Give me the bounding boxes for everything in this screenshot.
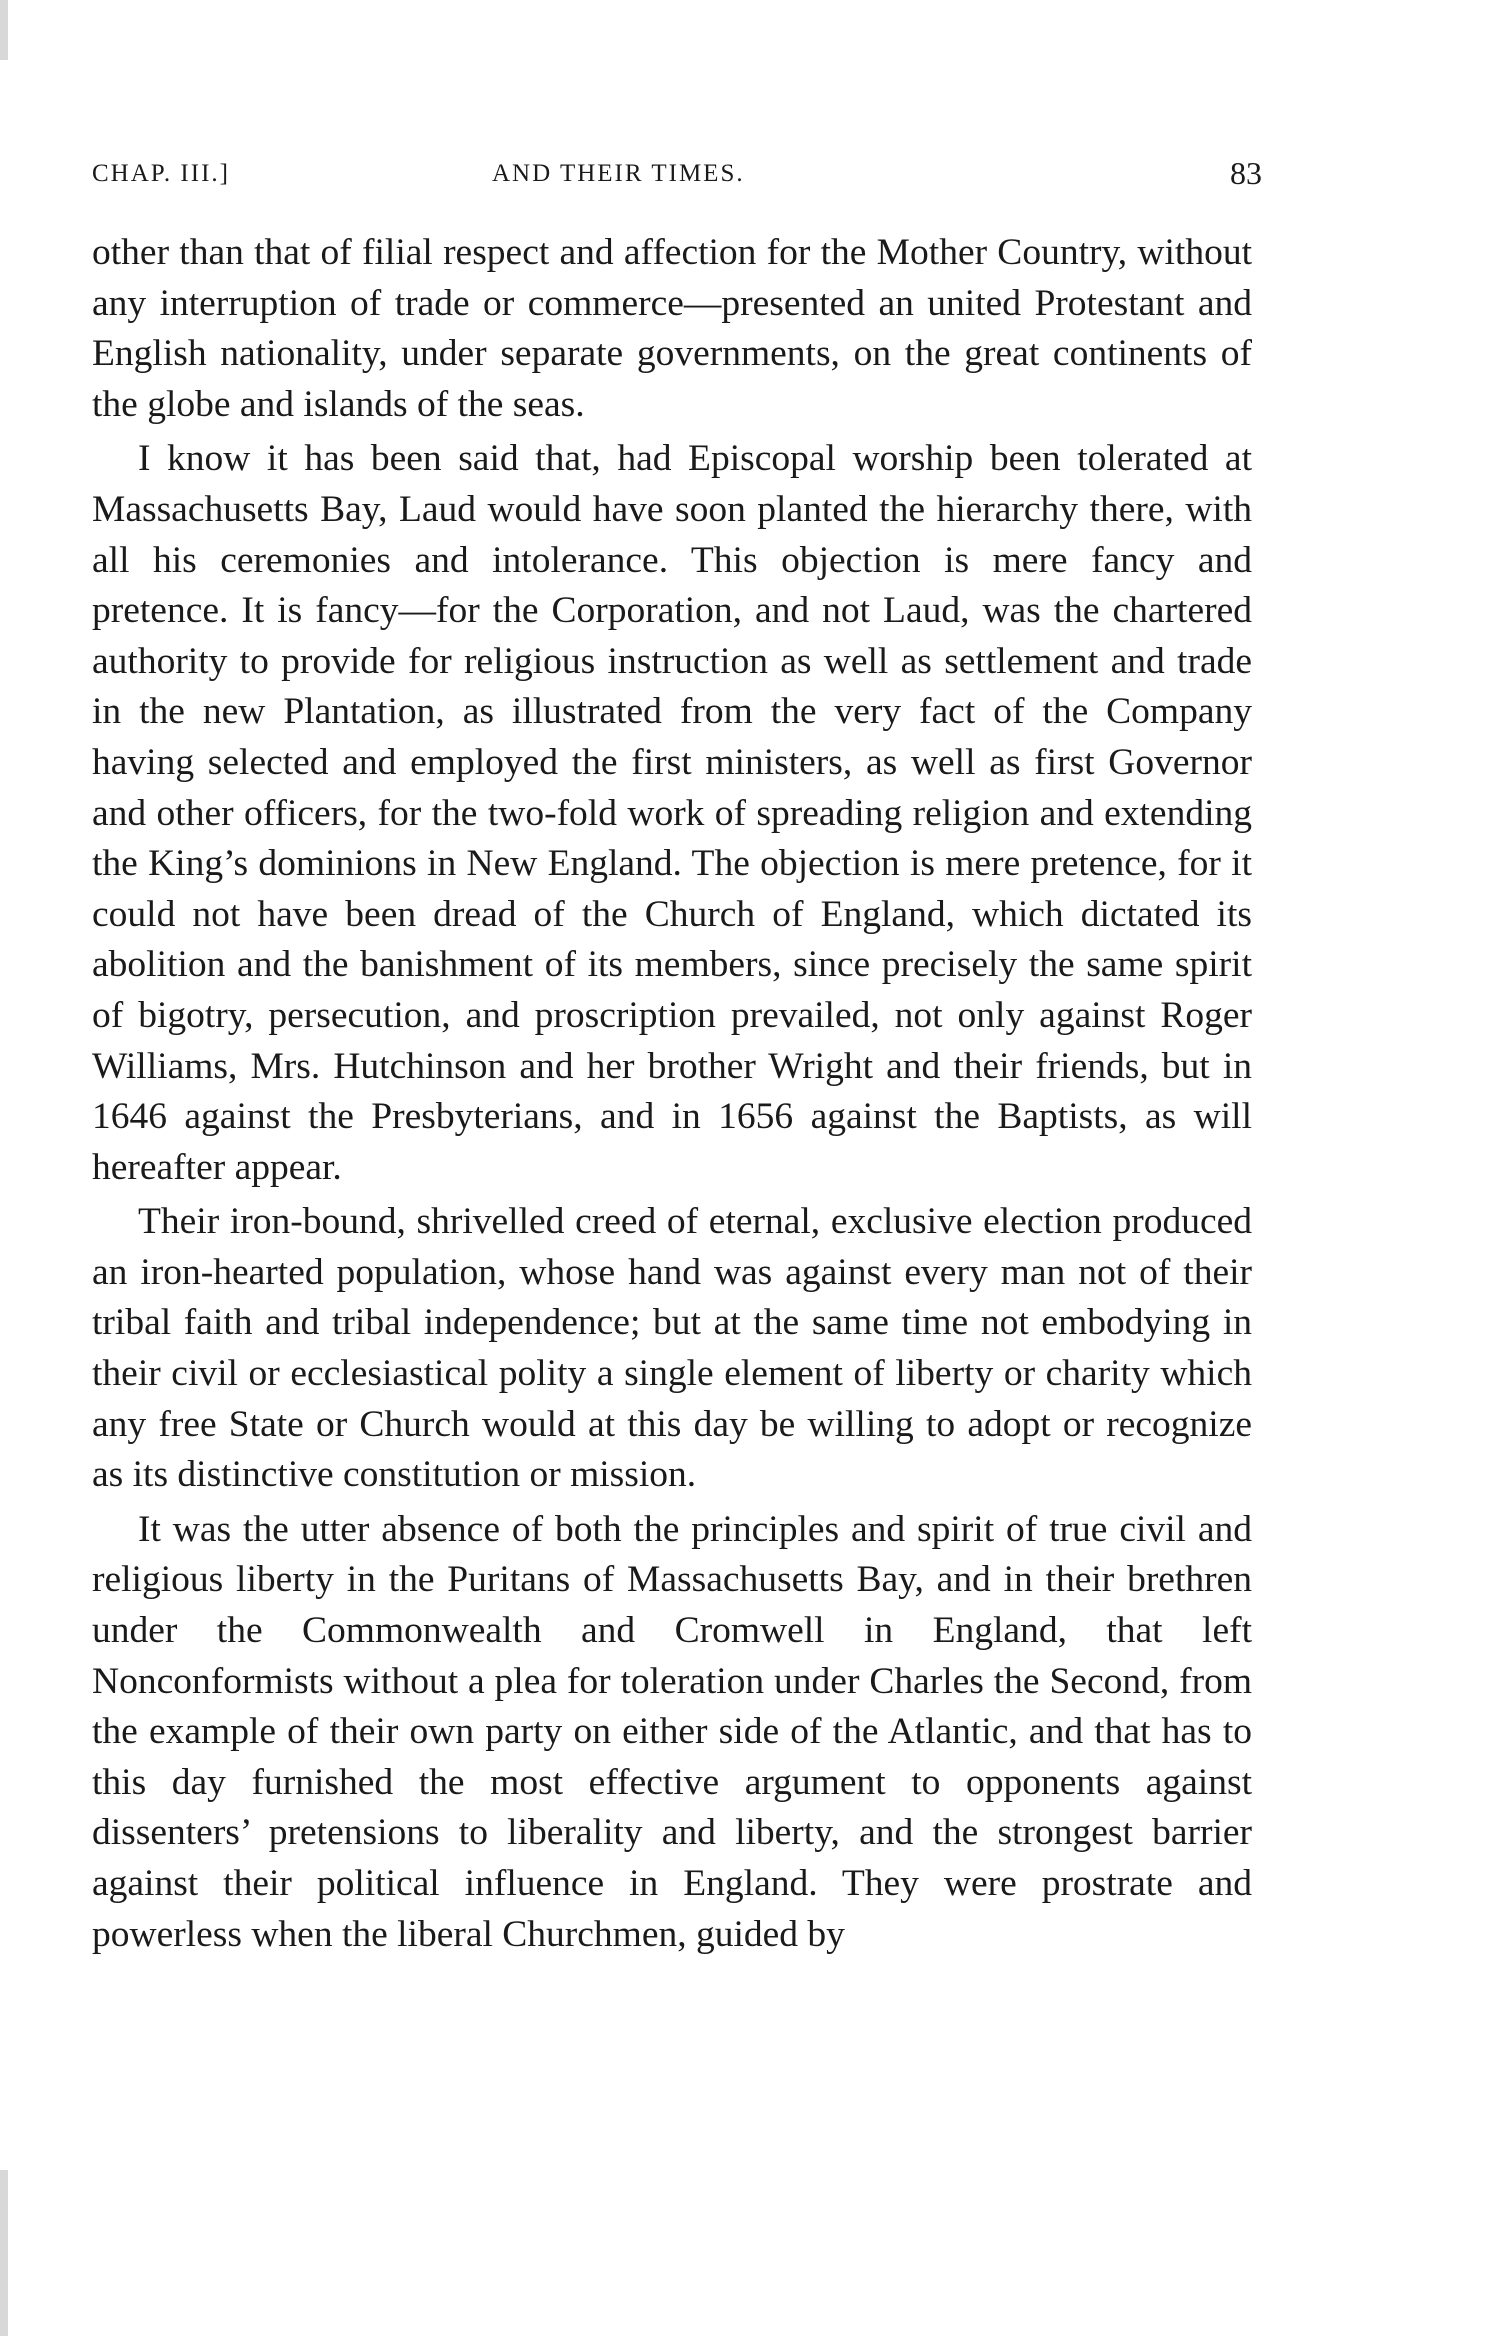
paragraph-continuation: other than that of filial respect and affection for the Mother Country, without any interruption of trade or commerce—presented an united Protestant and English nationality, under separate governments, on the great continents of the globe and islands of the seas. bbox=[92, 232, 1252, 425]
running-header bbox=[92, 155, 1262, 200]
paragraph: I know it has been said that, had Episcopal worship been tolerated at Massachusetts Bay, Laud would have soon planted the hierarchy there, with all his ceremonies and intolerance. This objection is mere fancy and pretence. It is fancy—for the Corporation, and not Laud, was the chartered authority to provide for religious instruction as well as settlement and trade in the new Plantation, as illustrated from the very fact of the Company having selected and employed the first ministers, as well as first Governor and other officers, for the two-fold work of spreading religion and extending the King’s dominions in New England. The objection is mere pretence, for it could not have been dread of the Church of England, which dictated its abolition and the banishment of its members, since precisely the same spirit of bigotry, persecution, and proscription prevailed, not only against Roger Williams, Mrs. Hutchinson and her brother Wright and their friends, but in 1646 against the Presbyterians, and in 1656 against the Baptists, as will hereafter appear. bbox=[92, 438, 1252, 1188]
paragraph: Their iron-bound, shrivelled creed of eternal, exclusive election produced an iron-hearted population, whose hand was against every man not of their tribal faith and tribal independence; but at the same time not embodying in their civil or ecclesiastical polity a single element of liberty or charity which any free State or Church would at this day be willing to adopt or recognize as its distinctive constitution or mission. bbox=[92, 1201, 1252, 1496]
scan-edge-top bbox=[0, 0, 8, 60]
page-number: 83 bbox=[1230, 155, 1262, 191]
scan-edge-bottom bbox=[0, 2170, 8, 2336]
chapter-label: CHAP. III.] bbox=[92, 160, 230, 187]
paragraph: It was the utter absence of both the principles and spirit of true civil and religious liberty in the Puritans of Massachusetts Bay, and in their brethren under the Commonwealth and Cromwell in England, that left Nonconformists without a plea for toleration under Charles the Second, from the example of their own party on either side of the Atlantic, and that has to this day furnished the most effective argument to opponents against dissenters’ pretensions to liberality and liberty, and the strongest barrier against their political influence in England. They were prostrate and powerless when the liberal Churchmen, guided by bbox=[92, 1508, 1252, 1955]
page-body bbox=[92, 228, 1252, 1960]
running-title: AND THEIR TIMES. bbox=[492, 160, 745, 187]
